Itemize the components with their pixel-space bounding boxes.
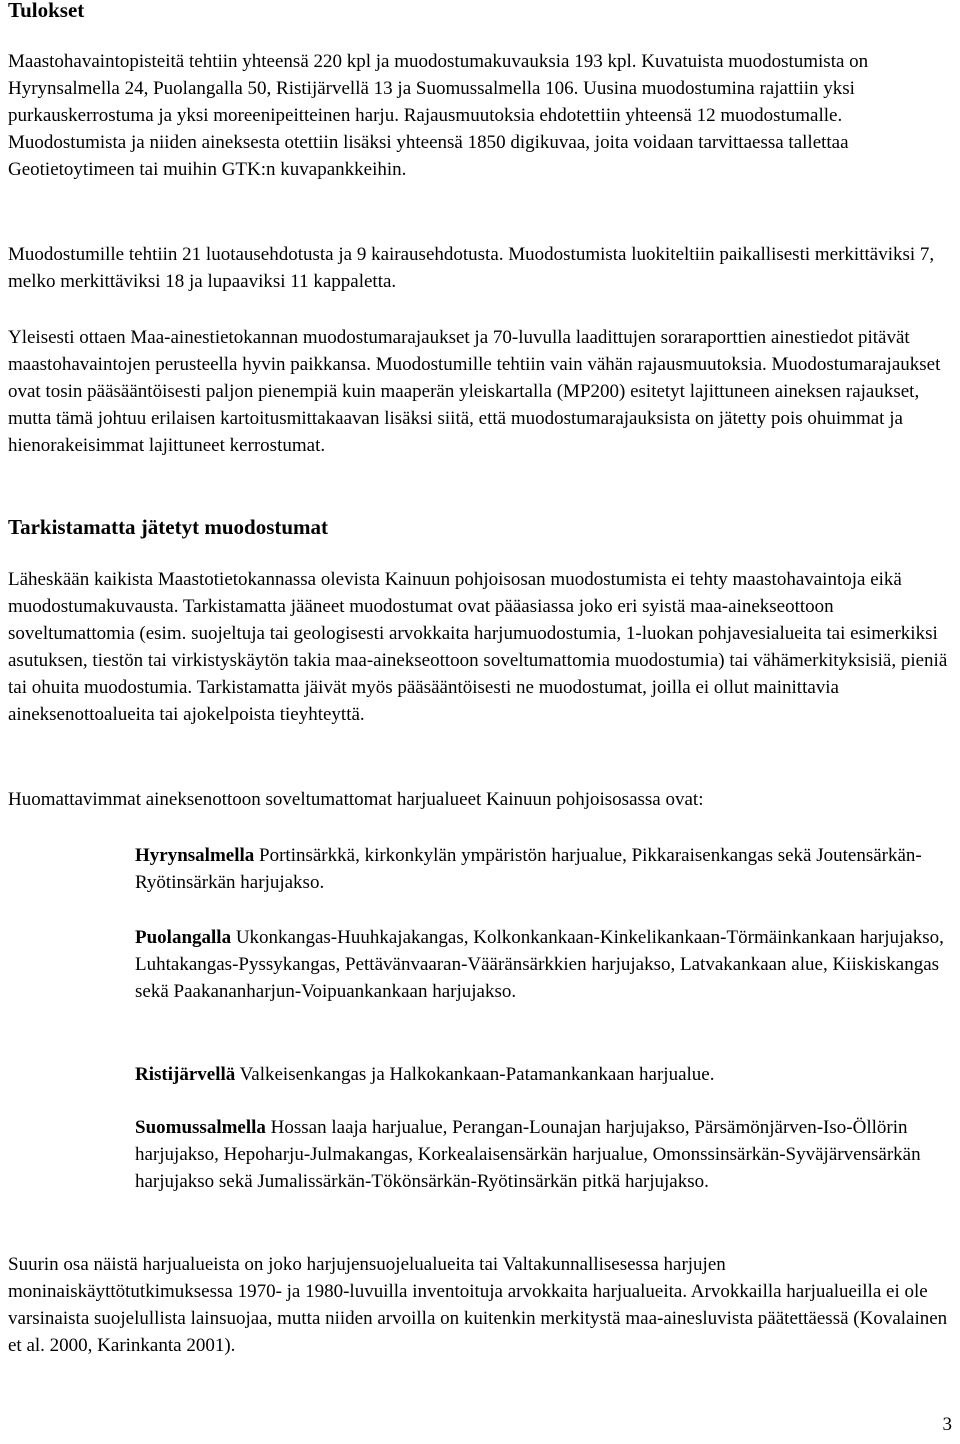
unchecked-heading: Tarkistamatta jätetyt muodostumat — [8, 515, 329, 539]
area-text: Ukonkangas-Huuhkajakangas, Kolkonkankaan-Kinkelikankaan-Törmäinkankaan harjujakso, Luhtakangas-Pyssykangas, Pettävänvaaran-Vääränsärkkien harjujakso, Latvakankaan alue, Kiiskiskangas sekä Paakananharjun-Voipuankankaan harjujakso. — [135, 927, 944, 1002]
results-heading: Tulokset — [8, 0, 85, 22]
area-item — [135, 1061, 953, 1088]
paragraph-general: Yleisesti ottaen Maa-ainestietokannan muodostumarajaukset ja 70-luvulla laadittujen soraraporttien ainestiedot pitävät maastohavaintojen perusteella hyvin paikkansa. Muodostumille tehtiin vain vähän rajausmuutoksia. Muodostumarajaukset ovat tosin pääsääntöisesti paljon pienempiä kuin maaperän yleiskartalla (MP200) esitetyt lajittuneen aineksen rajaukset, mutta tämä johtuu erilaisen kartoitusmittakaavan lisäksi siitä, että muodostumarajauksista on jätetty pois ohuimmat ja hienorakeisimmat lajittuneet kerrostumat. — [8, 327, 941, 456]
area-text: Valkeisenkangas ja Halkokankaan-Patamankankaan harjualue. — [235, 1064, 715, 1085]
area-name: Hyrynsalmella — [135, 845, 255, 866]
area-text: Hossan laaja harjualue, Perangan-Lounajan harjujakso, Pärsämönjärven-Iso-Öllörin harjujakso, Hepoharju-Julmakangas, Korkealaisensärkän harjualue, Omonssinsärkän-Syväjärvensärkän harjujakso sekä Jumalissärkän-Tökönsärkän-Ryötinsärkän pitkä harjujakso. — [135, 1117, 921, 1192]
area-item — [135, 842, 953, 896]
paragraph-observations: Maastohavaintopisteitä tehtiin yhteensä 220 kpl ja muodostumakuvauksia 193 kpl. Kuvatuista muodostumista on Hyrynsalmella 24, Puolangalla 50, Ristijärvellä 13 ja Suomussalmella 106. Uusina muodostumina rajattiin yksi purkauskerrostuma ja yksi moreenipeitteinen harju. Rajausmuutoksia ehdotettiin yhteensä 12 muodostumalle. Muodostumista ja niiden aineksesta otettiin lisäksi yhteensä 1850 digikuvaa, joita voidaan tarvittaessa tallettaa Geotietoytimeen tai muihin GTK:n kuvapankkeihin. — [8, 51, 869, 180]
paragraph-proposals: Muodostumille tehtiin 21 luotausehdotusta ja 9 kairausehdotusta. Muodostumista luokiteltiin paikallisesti merkittäviksi 7, melko merkittäviksi 18 ja lupaaviksi 11 kappaletta. — [8, 244, 935, 292]
area-name: Ristijärvellä — [135, 1064, 236, 1085]
paragraph-conclusion: Suurin osa näistä harjualueista on joko harjujensuojelualueita tai Valtakunnallisesessa harjujen moninaiskäyttötutkimuksessa 1970- ja 1980-luvuilla inventoituja arvokkaita harjualueita. Arvokkailla harjualueilla ei ole varsinaista suojelullista lainsuojaa, mutta niiden arvoilla on kuitenkin merkitystä maa-ainesluvista päätettäessä (Kovalainen et al. 2000, Karinkanta 2001). — [8, 1254, 948, 1356]
area-text: Portinsärkkä, kirkonkylän ympäristön harjualue, Pikkaraisenkangas sekä Joutensärkän-Ryötinsärkän harjujakso. — [135, 845, 922, 893]
area-name: Suomussalmella — [135, 1117, 266, 1138]
area-item — [135, 924, 953, 1005]
area-name: Puolangalla — [135, 927, 232, 948]
area-item — [135, 1114, 953, 1195]
paragraph-notable-areas-intro: Huomattavimmat aineksenottoon soveltumattomat harjualueet Kainuun pohjoisosassa ovat: — [8, 789, 704, 810]
page-number: 3 — [942, 1414, 952, 1435]
paragraph-unchecked: Läheskään kaikista Maastotietokannassa olevista Kainuun pohjoisosan muodostumista ei tehty maastohavaintoja eikä muodostumakuvausta. Tarkistamatta jääneet muodostumat ovat pääasiassa joko eri syistä maa-ainekseottoon soveltumattomia (esim. suojeltuja tai geologisesti arvokkaita harjumuodostumia, 1-luokan pohjavesialueita tai esimerkiksi asutuksen, tiestön tai virkistyskäytön takia maa-ainekseottoon soveltumattomia muodostumia) tai vähämerkityksisiä, pieniä tai ohuita muodostumia. Tarkistamatta jäivät myös pääsääntöisesti ne muodostumat, joilla ei ollut mainittavia aineksenottoalueita tai ajokelpoista tieyhteyttä. — [8, 569, 948, 725]
